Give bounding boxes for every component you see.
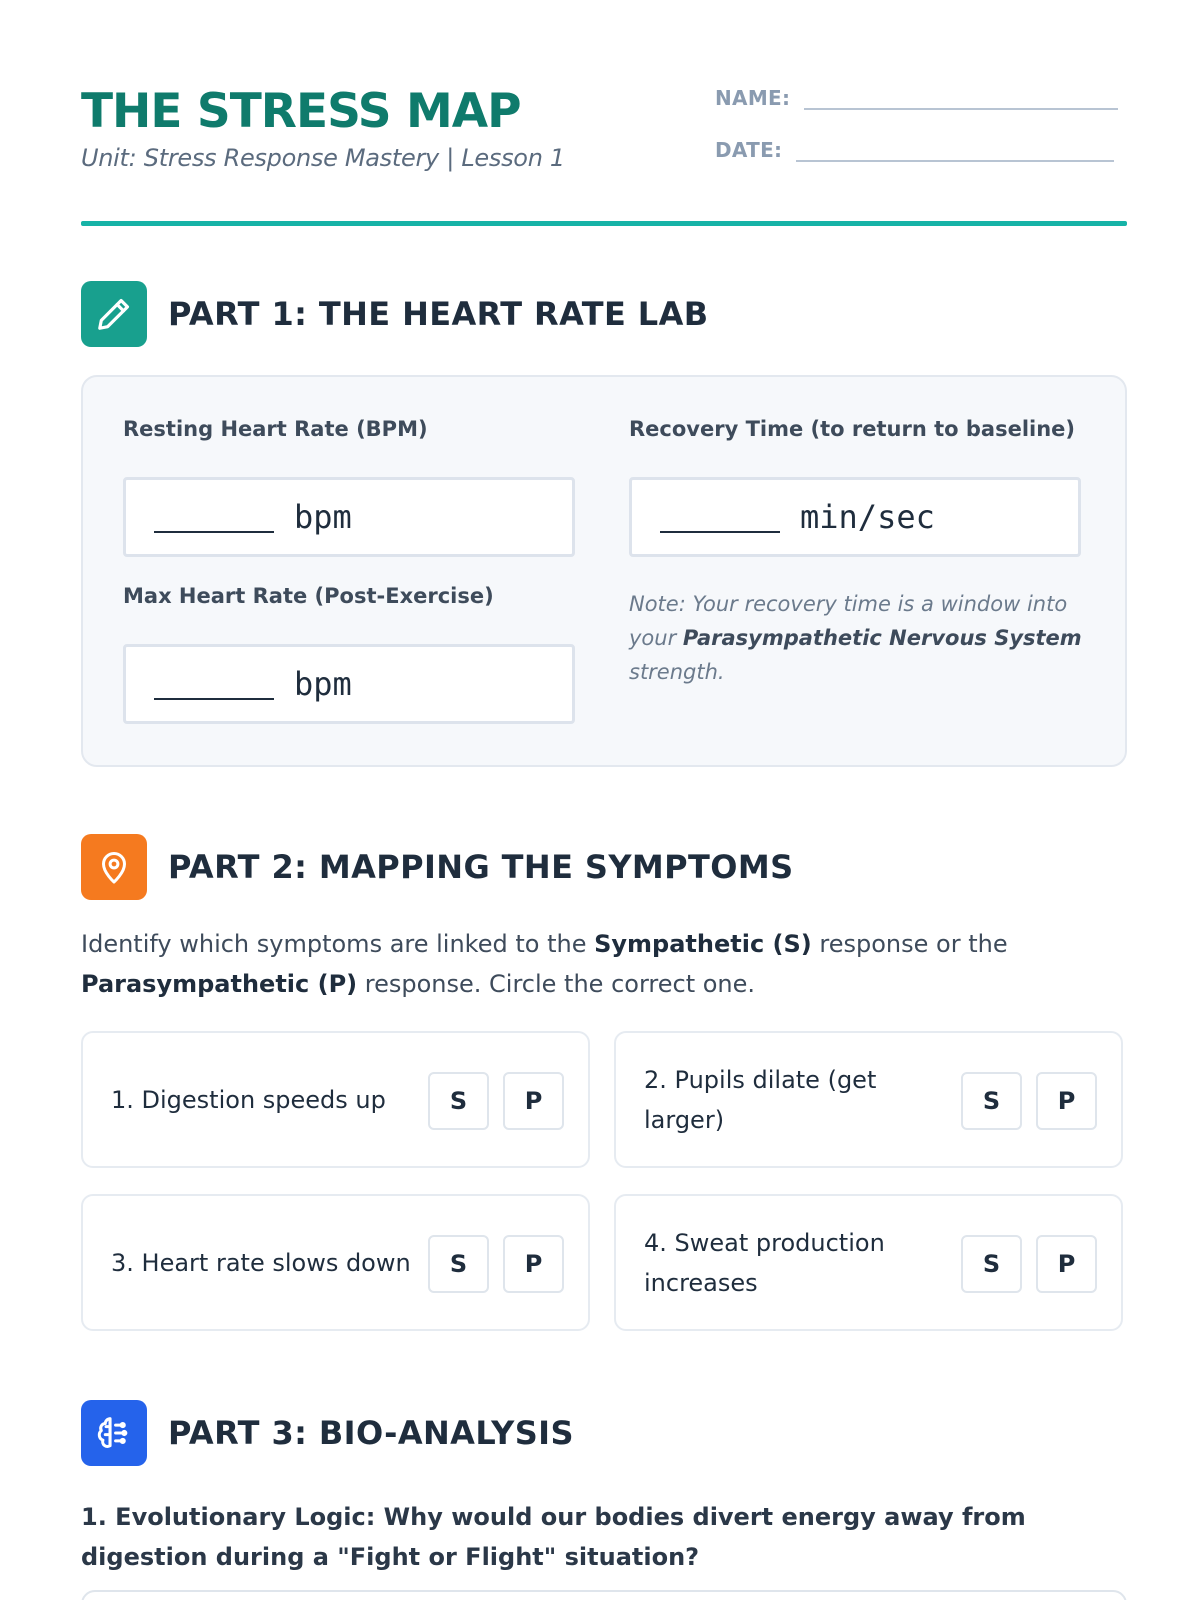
recovery-time-blank (660, 531, 780, 533)
answer-box[interactable] (81, 1590, 1127, 1600)
header-divider (81, 221, 1127, 226)
worksheet-title: THE STRESS MAP (81, 84, 521, 139)
part3-heading (81, 1400, 574, 1466)
note-text-prefix: Note: Your recovery time is a window into your (629, 592, 1068, 650)
date-label: DATE: (715, 138, 783, 162)
name-field[interactable] (715, 86, 1118, 110)
choice-p-button[interactable]: P (1036, 1072, 1097, 1130)
part1-title: PART 1: THE HEART RATE LAB (168, 295, 709, 333)
symptom-text: 3. Heart rate slows down (111, 1248, 411, 1277)
instructions-text-3: response. Circle the correct one. (357, 970, 756, 998)
max-hr-blank (154, 698, 274, 700)
max-hr-input[interactable] (123, 644, 575, 724)
part2-title: PART 2: MAPPING THE SYMPTOMS (168, 848, 794, 886)
recovery-time-input[interactable] (629, 477, 1081, 557)
name-label: NAME: (715, 86, 791, 110)
instructions-text-2: response or the (811, 930, 1008, 958)
part3-title: PART 3: BIO-ANALYSIS (168, 1414, 574, 1452)
name-line[interactable] (804, 108, 1118, 110)
part2-heading (81, 834, 794, 900)
symptom-card (81, 1031, 590, 1168)
recovery-note (629, 587, 1089, 689)
date-field[interactable] (715, 138, 1114, 162)
note-text-suffix: strength. (629, 660, 725, 684)
recovery-time-unit: min/sec (800, 498, 935, 536)
worksheet-header (81, 84, 1127, 224)
resting-hr-blank (154, 531, 274, 533)
choice-s-button[interactable]: S (428, 1072, 489, 1130)
choice-p-button[interactable]: P (1036, 1235, 1097, 1293)
instructions-text-1: Identify which symptoms are linked to the (81, 930, 595, 958)
symptom-text: 2. Pupils dilate (get larger) (644, 1065, 877, 1134)
pencil-icon (81, 281, 147, 347)
choice-s-button[interactable]: S (961, 1072, 1022, 1130)
choice-p-button[interactable]: P (503, 1072, 564, 1130)
worksheet-subtitle: Unit: Stress Response Mastery | Lesson 1 (81, 144, 565, 172)
choice-p-button[interactable]: P (503, 1235, 564, 1293)
instructions-bold-parasympathetic: Parasympathetic (P) (81, 970, 358, 998)
part1-heading (81, 281, 709, 347)
date-line[interactable] (796, 160, 1114, 162)
symptom-card (614, 1194, 1123, 1331)
brain-icon (81, 1400, 147, 1466)
heart-rate-lab-panel (81, 375, 1127, 767)
max-hr-label: Max Heart Rate (Post-Exercise) (123, 584, 494, 608)
symptom-card (614, 1031, 1123, 1168)
map-pin-icon (81, 834, 147, 900)
symptom-card (81, 1194, 590, 1331)
recovery-time-label: Recovery Time (to return to baseline) (629, 417, 1076, 441)
question-1: 1. Evolutionary Logic: Why would our bodies divert energy away from digestion during a "Fight or Flight" situation? (81, 1503, 1026, 1571)
choice-s-button[interactable]: S (961, 1235, 1022, 1293)
part2-instructions (81, 924, 1127, 1004)
resting-hr-label: Resting Heart Rate (BPM) (123, 417, 428, 441)
max-hr-unit: bpm (294, 665, 352, 703)
symptom-text: 1. Digestion speeds up (111, 1085, 386, 1114)
note-text-bold: Parasympathetic Nervous System (682, 626, 1082, 650)
resting-hr-unit: bpm (294, 498, 352, 536)
choice-s-button[interactable]: S (428, 1235, 489, 1293)
resting-hr-input[interactable] (123, 477, 575, 557)
symptom-text: 4. Sweat production increases (644, 1228, 885, 1297)
instructions-bold-sympathetic: Sympathetic (S) (594, 930, 812, 958)
